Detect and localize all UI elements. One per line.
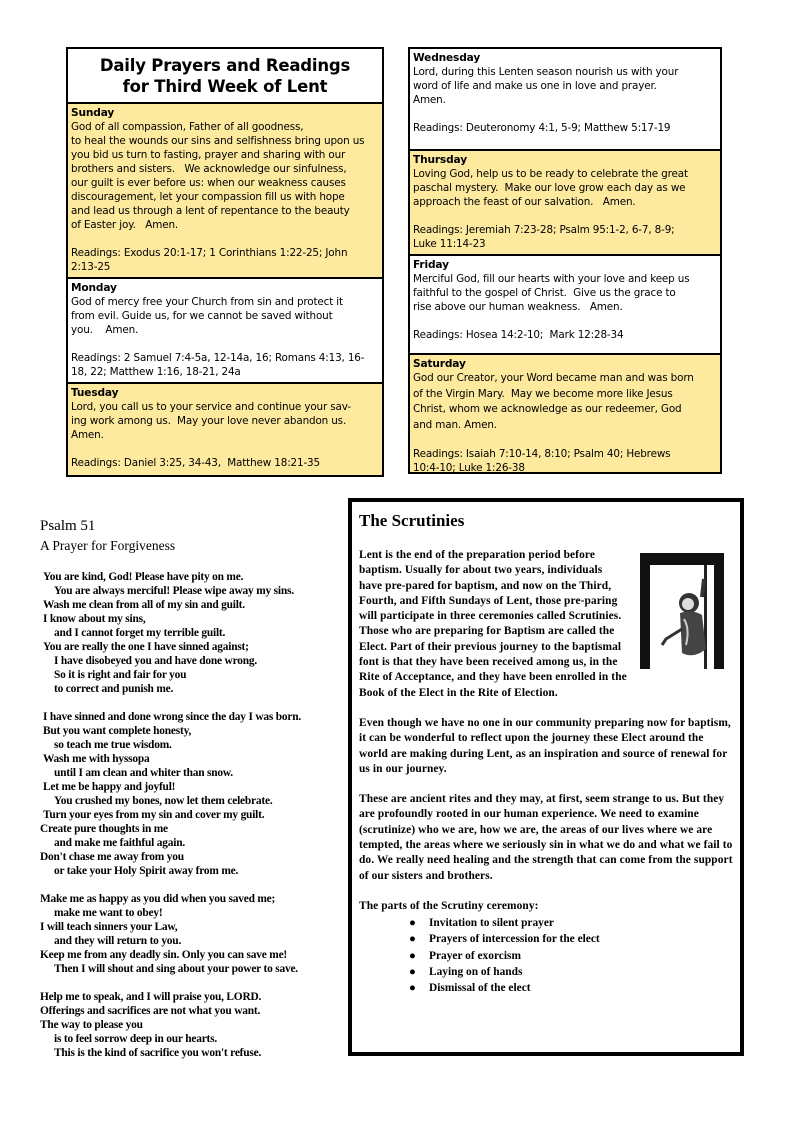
psalm-line: make me want to obey! — [54, 907, 163, 919]
psalm-line: and make me faithful again. — [54, 837, 185, 849]
psalm-line: I will teach sinners your Law, — [40, 921, 178, 933]
reading-line: Readings: Isaiah 7:10-14, 8:10; Psalm 40; Hebrews — [413, 448, 671, 460]
psalm-line: to correct and punish me. — [54, 683, 174, 695]
daily-prayers-right-column — [408, 47, 722, 474]
psalm-line: or take your Holy Spirit away from me. — [54, 865, 239, 877]
prayer-line: of Easter joy. Amen. — [71, 219, 179, 231]
scrutiny-part-text: Invitation to silent prayer — [429, 917, 554, 930]
day-prayer — [71, 400, 379, 442]
psalm-line: Help me to speak, and I will praise you, LORD. — [40, 991, 262, 1003]
day-wednesday — [410, 49, 720, 149]
scrutiny-part-text: Prayers of intercession for the elect — [429, 933, 600, 946]
prayer-line: ing work among us. May your love never abandon us. — [71, 415, 347, 427]
prayer-line: Amen. — [413, 94, 446, 106]
day-monday — [68, 277, 382, 382]
prayer-line: rise above our human weakness. Amen. — [413, 301, 623, 313]
psalm-line: You are kind, God! Please have pity on me. — [43, 571, 244, 583]
psalm-line: The way to please you — [40, 1019, 143, 1031]
reading-line: Readings: 2 Samuel 7:4-5a, 12-14a, 16; Romans 4:13, 16- — [71, 352, 365, 364]
prayer-line: you. Amen. — [71, 324, 139, 336]
prayer-line: and man. Amen. — [413, 418, 497, 431]
psalm-line: This is the kind of sacrifice you won't refuse. — [54, 1047, 262, 1059]
prayer-line: paschal mystery. Make our love grow each day as we — [413, 182, 686, 194]
scrutinies-paragraph-2: Even though we have no one in our community preparing now for baptism, it can be wonderful to reflect upon the journey these Elect around the world are making during Lent, as an inspiration and source of renewal for us in our journey. — [359, 716, 731, 775]
scrutiny-part-item — [359, 931, 734, 947]
scrutiny-part-text: Laying on of hands — [429, 965, 523, 978]
day-prayer — [413, 371, 717, 433]
psalm-title: Psalm 51 — [40, 518, 96, 534]
psalm-line: But you want complete honesty, — [43, 725, 192, 737]
prayer-line: Merciful God, fill our hearts with your love and keep us — [413, 273, 690, 285]
psalm-line: Keep me from any deadly sin. Only you can save me! — [40, 949, 288, 961]
reading-line: 10:4-10; Luke 1:26-38 — [413, 462, 525, 474]
scrutiny-part-item — [359, 948, 734, 964]
scrutiny-part-text: Dismissal of the elect — [429, 982, 531, 995]
scrutiny-part-item — [359, 980, 734, 996]
psalm-line: Let me be happy and joyful! — [43, 781, 176, 793]
prayer-line: approach the feast of our salvation. Amen. — [413, 196, 636, 208]
scrutinies-title: The Scrutinies — [359, 511, 465, 530]
day-readings — [71, 246, 379, 274]
daily-prayers-title — [68, 49, 382, 104]
psalm-line: Make me as happy as you did when you saved me; — [40, 893, 276, 905]
prayer-line: from evil. Guide us, for we cannot be saved without — [71, 310, 333, 322]
scrutiny-parts-list — [359, 915, 734, 996]
prayer-line: our guilt is ever before us: when our weakness causes — [71, 177, 346, 189]
day-name: Wednesday — [413, 52, 481, 64]
bullet-icon: ● — [409, 933, 416, 946]
scrutiny-part-text: Prayer of exorcism — [429, 949, 521, 962]
prayer-line: and lead us through a lent of repentance to the beauty — [71, 205, 350, 217]
psalm-line: and they will return to you. — [54, 935, 182, 947]
psalm-line: Wash me clean from all of my sin and guilt. — [43, 599, 245, 611]
reading-line: Readings: Exodus 20:1-17; 1 Corinthians 1:22-25; John — [71, 247, 348, 259]
scrutiny-part-item — [359, 915, 734, 931]
scrutiny-parts-lead: The parts of the Scrutiny ceremony: — [359, 899, 539, 912]
prayer-line: God of all compassion, Father of all goodness, — [71, 121, 304, 133]
bullet-icon: ● — [409, 917, 416, 930]
prayer-line: you bid us turn to fasting, prayer and sharing with our — [71, 149, 346, 161]
daily-prayers-left-column — [66, 47, 384, 477]
day-name: Thursday — [413, 154, 467, 166]
psalm-section — [40, 516, 340, 1060]
prayer-line: faithful to the gospel of Christ. Give us the grace to — [413, 287, 676, 299]
prayer-line: Lord, you call us to your service and continue your sav- — [71, 401, 352, 413]
prayer-line: Loving God, help us to be ready to celebrate the great — [413, 168, 688, 180]
prayer-line: word of life and make us one in love and prayer. — [413, 80, 657, 92]
psalm-line: Then I will shout and sing about your power to save. — [54, 963, 298, 975]
day-thursday — [410, 149, 720, 254]
day-readings — [413, 223, 717, 251]
reading-line: Readings: Jeremiah 7:23-28; Psalm 95:1-2, 6-7, 8-9; — [413, 224, 675, 236]
psalm-line: You crushed my bones, now let them celebrate. — [54, 795, 273, 807]
bullet-icon: ● — [409, 982, 416, 995]
day-readings — [71, 456, 379, 470]
prayer-line: God of mercy free your Church from sin and protect it — [71, 296, 343, 308]
stanza-gap — [40, 878, 340, 892]
day-sunday — [68, 104, 382, 277]
reading-line: 2:13-25 — [71, 261, 111, 273]
prayer-line: Amen. — [71, 429, 104, 441]
psalm-line: Wash me with hyssopa — [43, 753, 150, 765]
reading-line: 18, 22; Matthew 1:16, 18-21, 24a — [71, 366, 241, 378]
day-prayer — [413, 272, 717, 314]
day-readings — [413, 121, 717, 135]
reading-line: Readings: Hosea 14:2-10; Mark 12:28-34 — [413, 329, 624, 341]
day-prayer — [413, 65, 717, 107]
day-name: Friday — [413, 259, 449, 271]
day-name: Monday — [71, 282, 117, 294]
day-prayer — [71, 120, 379, 232]
psalm-line: Turn your eyes from my sin and cover my guilt. — [43, 809, 265, 821]
psalm-line: I have sinned and done wrong since the day I was born. — [43, 711, 301, 723]
psalm-line: until I am clean and whiter than snow. — [54, 767, 233, 779]
reading-line: Readings: Deuteronomy 4:1, 5-9; Matthew 5:17-19 — [413, 122, 671, 134]
prayer-line: brothers and sisters. We acknowledge our sinfulness, — [71, 163, 347, 175]
stanza-gap — [40, 976, 340, 990]
reading-line: Luke 11:14-23 — [413, 238, 486, 250]
bullet-icon: ● — [409, 949, 416, 962]
bullet-icon: ● — [409, 965, 416, 978]
title-line-2: for Third Week of Lent — [122, 77, 328, 96]
reading-line: Readings: Daniel 3:25, 34-43, Matthew 18:21-35 — [71, 457, 320, 469]
day-readings — [413, 447, 717, 475]
prayer-line: Lord, during this Lenten season nourish us with your — [413, 66, 679, 78]
psalm-line: I have disobeyed you and have done wrong. — [54, 655, 257, 667]
figure-in-doorway-illustration-icon — [636, 549, 730, 681]
stanza-gap — [40, 696, 340, 710]
prayer-line: God our Creator, your Word became man and was born — [413, 372, 694, 384]
paragraph-text: Lent is the end of the preparation period before baptism. Usually for about two years, individuals have pre-pared for baptism, and now on the Third, Fourth, and Fifth Sundays of Lent, those pre-paring will participate in three ceremonies called Scrutinies. Those who are preparing for Baptism are called the Elect. Part of their previous journey to the baptismal font is that they have been received among us, in the Rite of Acceptance, and they have been enrolled in the Book of the Elect in the Rite of Election. — [359, 549, 627, 699]
scrutiny-part-item — [359, 964, 734, 980]
scrutinies-paragraph-3: These are ancient rites and they may, at first, seem strange to us. But they are profoundly rooted in our human experience. We need to examine (scrutinize) who we are, how we are, the areas of our lives where we are tempted, the areas where we seriously sin in what we do and what we fail to do. We really need healing and the strength that can come from the support of our sisters and brothers. — [359, 793, 733, 882]
psalm-text — [40, 570, 340, 1060]
day-prayer — [71, 295, 379, 337]
psalm-line: I know about my sins, — [43, 613, 146, 625]
prayer-line: discouragement, let your compassion fill us with hope — [71, 191, 345, 203]
prayer-line: to heal the wounds our sins and selfishness bring upon us — [71, 135, 365, 147]
psalm-subtitle: A Prayer for Forgiveness — [40, 538, 176, 553]
psalm-line: Don't chase me away from you — [40, 851, 184, 863]
day-readings — [413, 328, 717, 342]
psalm-line: Offerings and sacrifices are not what you want. — [40, 1005, 261, 1017]
day-prayer — [413, 167, 717, 209]
psalm-line: is to feel sorrow deep in our hearts. — [54, 1033, 218, 1045]
psalm-line: and I cannot forget my terrible guilt. — [54, 627, 226, 639]
psalm-line: so teach me true wisdom. — [54, 739, 172, 751]
psalm-line: You are always merciful! Please wipe away my sins. — [54, 585, 294, 597]
prayer-line: Christ, whom we acknowledge as our redeemer, God — [413, 403, 682, 415]
day-friday — [410, 254, 720, 353]
day-name: Saturday — [413, 358, 466, 370]
scrutinies-box — [348, 498, 744, 1056]
psalm-line: You are really the one I have sinned against; — [43, 641, 249, 653]
prayer-line: of the Virgin Mary. May we become more like Jesus — [413, 387, 673, 400]
day-tuesday — [68, 382, 382, 475]
psalm-line: So it is right and fair for you — [54, 669, 187, 681]
day-name: Tuesday — [71, 387, 119, 399]
psalm-line: Create pure thoughts in me — [40, 823, 168, 835]
title-line-1: Daily Prayers and Readings — [99, 56, 351, 75]
scrutinies-paragraph-1 — [359, 548, 734, 701]
day-name: Sunday — [71, 107, 115, 119]
day-saturday — [410, 353, 720, 472]
day-readings — [71, 351, 379, 379]
